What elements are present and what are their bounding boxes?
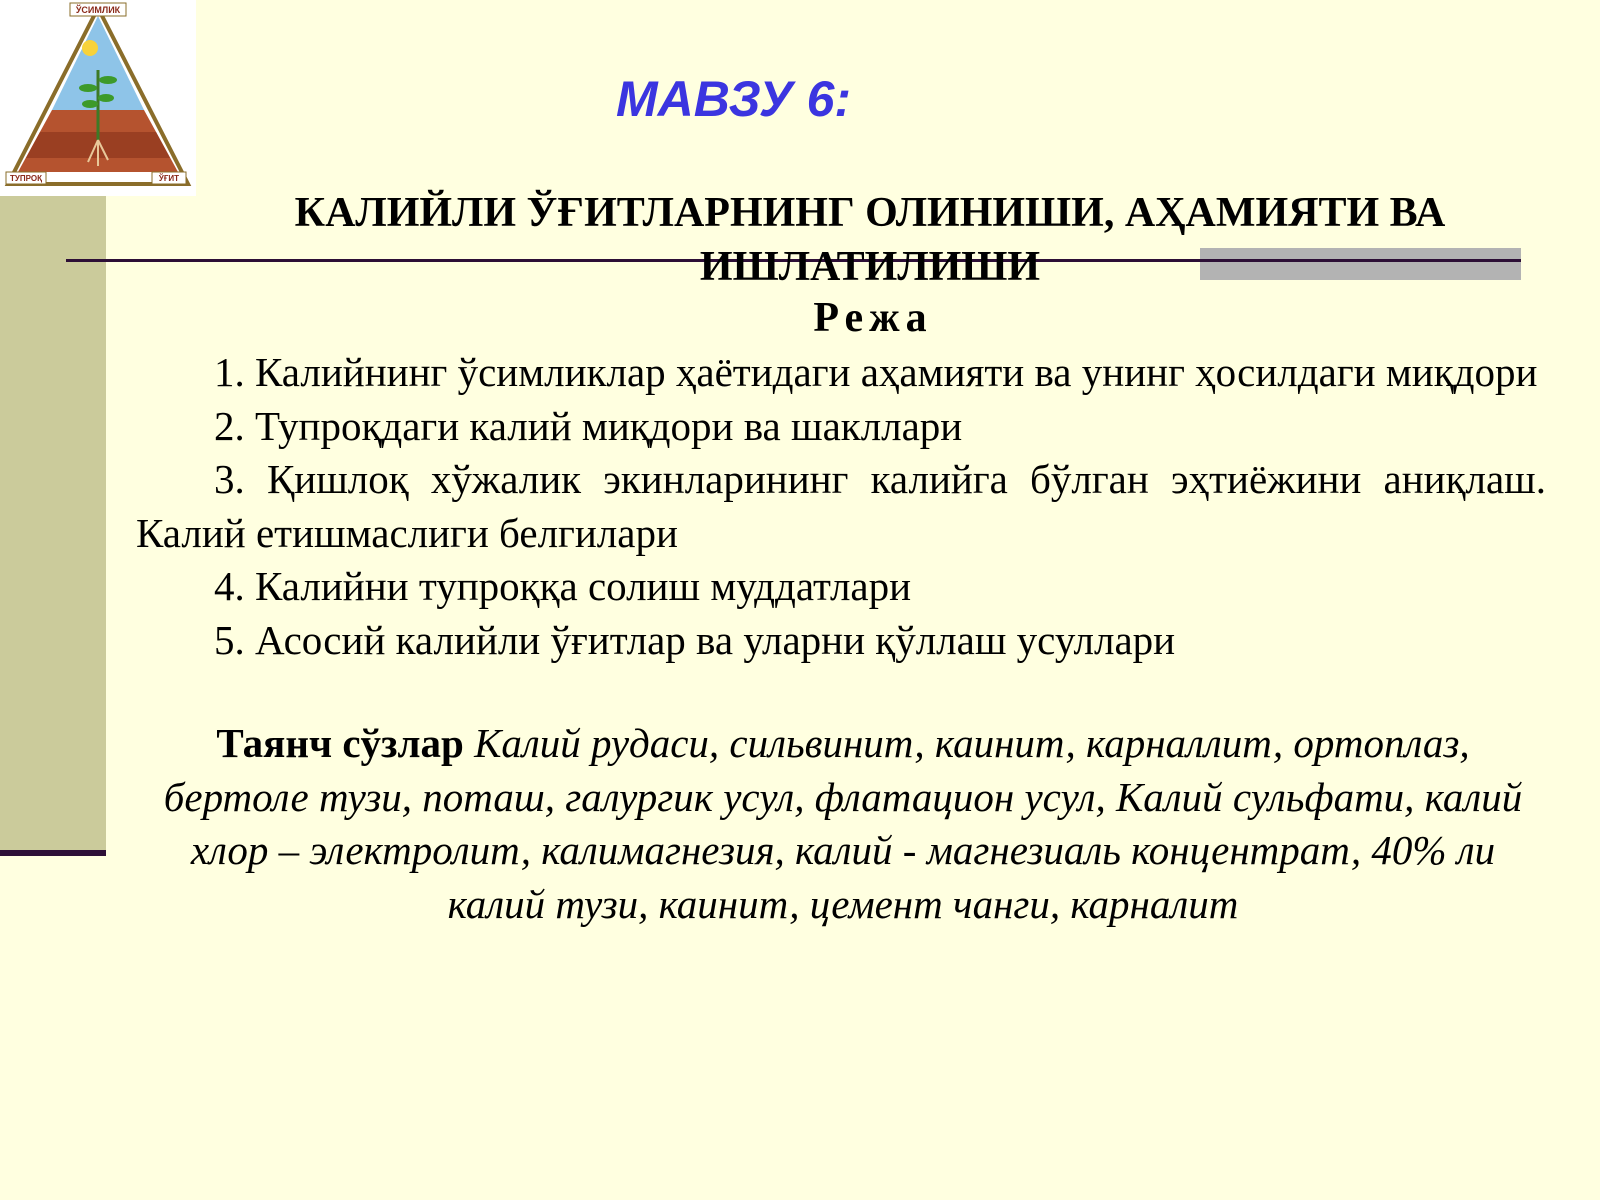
logo-top-label: ЎСИМЛИК bbox=[75, 5, 121, 15]
plan-item: 3. Қишлоқ хўжалик экинларининг калийга бўлган эҳтиёжини аниқлаш. Калий етишмаслиги белгилари bbox=[136, 456, 1546, 556]
topic-heading: КАЛИЙЛИ ЎҒИТЛАРНИНГ ОЛИНИШИ, АҲАМИЯТИ ВА ИШЛАТИЛИШИ bbox=[294, 190, 1446, 290]
plan-item: 1. Калийнинг ўсимликлар ҳаётидаги аҳамияти ва унинг ҳосилдаги миқдори bbox=[214, 349, 1538, 395]
plan-heading: Режа bbox=[813, 295, 933, 341]
plan-item: 4. Калийни тупроққа солиш муддатлари bbox=[214, 563, 912, 609]
logo-bottom-left-label: ТУПРОҚ bbox=[10, 174, 42, 183]
left-bar-underline bbox=[0, 850, 106, 856]
keywords-label: Таянч сўзлар bbox=[216, 720, 464, 766]
plan-item: 2. Тупроқдаги калий миқдори ва шакллари bbox=[214, 402, 963, 449]
logo-triangle-icon bbox=[0, 0, 196, 196]
plan-list bbox=[136, 346, 1546, 667]
plan-item: 5. Асосий калийли ўғитлар ва уларни қўллаш усуллари bbox=[214, 616, 1176, 663]
logo-bottom-right-label: ЎҒИТ bbox=[158, 174, 180, 183]
keywords-block bbox=[150, 717, 1536, 931]
keywords-text: Калий рудаси, сильвинит, каинит, карналлит, ортоплаз, бертоле тузи, поташ, галургик усул, флатацион усул, Калий сульфати, калий хлор – электролит, калимагнезия, калий - магнезиаль концентрат, 40% ли калий тузи, каинит, цемент чанги, карналит bbox=[163, 720, 1523, 927]
logo bbox=[0, 0, 196, 196]
slide-title: МАВЗУ 6: bbox=[616, 71, 852, 127]
